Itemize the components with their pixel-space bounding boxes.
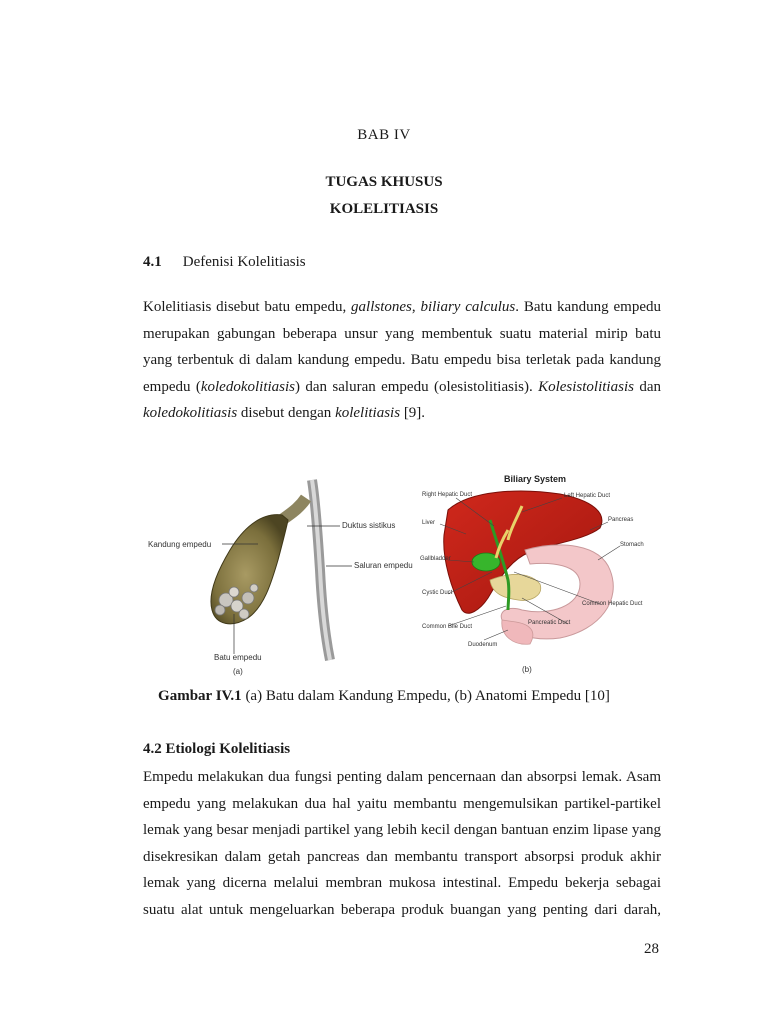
paragraph-line: suatu alat untuk mengeluarkan beberapa produk buangan yang penting dari darah, [143, 901, 661, 918]
figure-b-tag: (b) [522, 665, 532, 674]
section-42-paragraph [143, 764, 661, 923]
italic-term: gallstones [351, 299, 412, 315]
italic-term: kolelitiasis [335, 405, 401, 421]
figure-b-biliary-system [420, 474, 644, 674]
figure-illustration [130, 460, 670, 682]
italic-term: biliary calculus [420, 299, 516, 315]
chapter-title-line1: TUGAS KHUSUS [325, 174, 443, 190]
paragraph-line: disekresikan dalam getah pancreas dan membantu transport absorpsi produk akhir [143, 848, 661, 865]
paragraph-line: Empedu melakukan dua fungsi penting dalam pencernaan dan absorpsi lemak. Asam [143, 769, 661, 785]
section-42-heading: 4.2 Etiologi Kolelitiasis [143, 741, 291, 757]
figure-caption-text: (a) Batu dalam Kandung Empedu, (b) Anatomi Empedu [10] [241, 688, 610, 704]
paragraph-line [143, 374, 661, 401]
figure-a-gallbladder [148, 480, 413, 676]
pancreas-shape [490, 574, 541, 600]
section-41-heading [143, 254, 306, 271]
section-41-number: 4.1 [143, 254, 162, 270]
label-common-hepatic-duct: Common Hepatic Duct [582, 601, 643, 607]
label-pancreatic-duct: Pancreatic Duct [528, 620, 571, 626]
label-liver: Liver [422, 520, 436, 526]
italic-term: koledokolitiasis [143, 405, 238, 421]
label-cystic-duct: Cystic Duct [422, 590, 453, 596]
label-right-hepatic-duct: Right Hepatic Duct [422, 492, 473, 498]
line-text: , [411, 299, 421, 315]
line-text: Kolelitiasis disebut batu empedu, [143, 299, 352, 315]
italic-term: Kolesistolitiasis [538, 378, 634, 395]
label-common-bile-duct: Common Bile Duct [422, 624, 473, 630]
label-duktus-sistikus: Duktus sistikus [342, 521, 396, 530]
chapter-label: BAB IV [357, 127, 411, 143]
figure-gallbladder [130, 460, 670, 682]
label-pancreas: Pancreas [608, 517, 634, 523]
label-duodenum: Duodenum [468, 642, 498, 648]
chapter-title-line2: KOLELITIASIS [329, 201, 439, 217]
line-text: disebut dengan [237, 405, 336, 421]
figure-caption [0, 688, 768, 705]
line-text: . Batu kandung empedu [515, 299, 661, 315]
label-gallbladder: Gallbladder [420, 556, 451, 562]
paragraph-line: empedu yang melakukan dua hal yaitu membantu mengemulsikan partikel-partikel [143, 795, 661, 812]
label-kandung-empedu: Kandung empedu [148, 540, 212, 549]
section-41-paragraph [143, 294, 661, 427]
label-batu-empedu: Batu empedu [214, 653, 262, 662]
figure-a-tag: (a) [233, 667, 243, 676]
line-text: empedu ( [143, 378, 201, 395]
paragraph-line [143, 294, 661, 321]
line-text: [9]. [400, 405, 426, 421]
paragraph-line: lemak yang besar menjadi partikel yang lebih kecil dengan bantuan enzim lipase yang [143, 822, 661, 838]
italic-term: koledokolitiasis [200, 378, 296, 395]
label-stomach: Stomach [620, 542, 644, 548]
label-left-hepatic-duct: Left Hepatic Duct [564, 493, 611, 499]
line-text: dan [633, 378, 661, 395]
line-text: merupakan gabungan beberapa unsur yang membentuk suatu material mirip batu [143, 325, 661, 342]
paragraph-line [143, 321, 661, 348]
figure-caption-label: Gambar IV.1 [158, 688, 242, 704]
page-number: 28 [644, 941, 659, 957]
paragraph-line [143, 347, 661, 374]
line-text: yang terbentuk di dalam kandung empedu. Batu empedu bisa terletak pada kandung [143, 352, 661, 368]
line-text: ) dan saluran empedu (olesistolitiasis). [295, 378, 539, 395]
paragraph-line: lemak yang dicerna melalui membran mukosa intestinal. Empedu bekerja sebagai [143, 875, 661, 891]
paragraph-line [143, 400, 661, 427]
label-saluran-empedu: Saluran empedu [354, 561, 413, 570]
section-41-title: Defenisi Kolelitiasis [182, 254, 306, 270]
figure-b-title: Biliary System [504, 474, 567, 484]
